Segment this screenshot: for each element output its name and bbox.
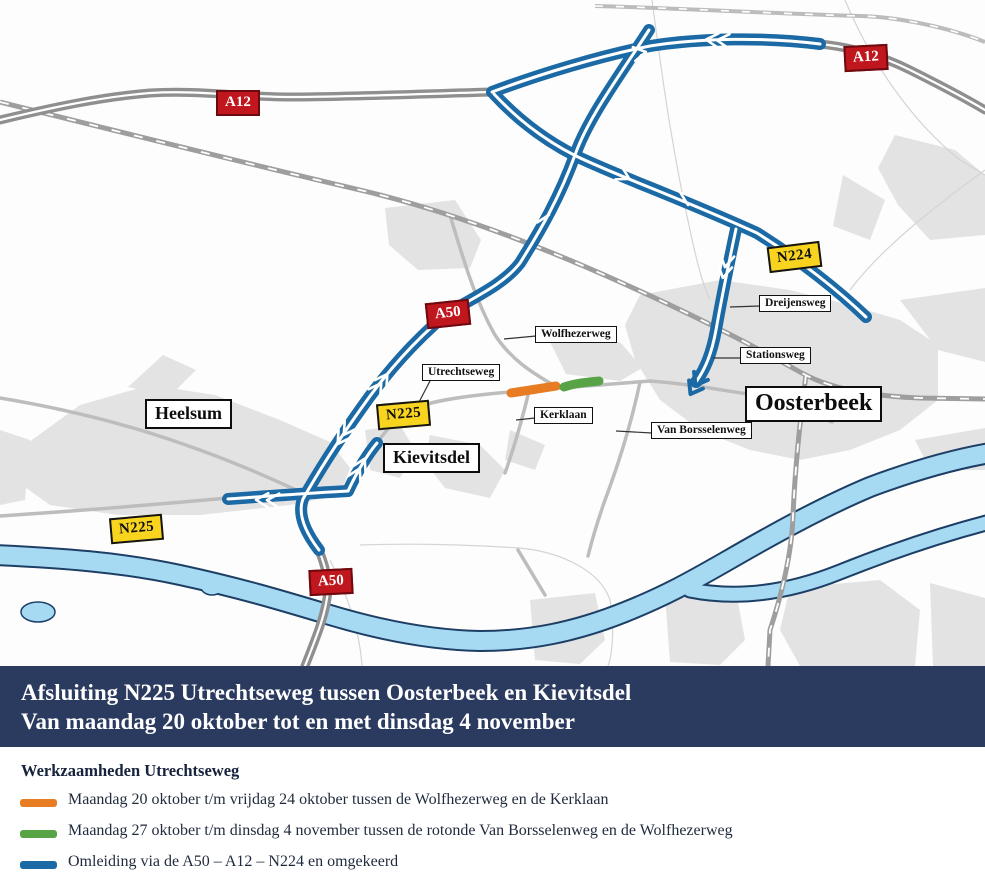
legend-heading: Werkzaamheden Utrechtseweg [21, 761, 240, 780]
work-segment-orange [511, 386, 556, 393]
badge-n225-mid: N225 [376, 400, 431, 431]
town-label-heelsum: Heelsum [145, 399, 232, 429]
town-label-kievitsdel: Kievitsdel [383, 443, 480, 473]
street-label-utrechtseweg: Utrechtseweg [422, 364, 500, 381]
badge-a50-top: A50 [425, 299, 471, 329]
street-label-dreijensweg: Dreijensweg [759, 295, 831, 312]
green-line-swatch [20, 830, 57, 838]
badge-a12-right: A12 [843, 44, 888, 72]
legend-item-label: Maandag 27 oktober t/m dinsdag 4 november tussen de rotonde Van Borsselenweg en de Wolfhezerweg [68, 822, 733, 839]
blue-line-swatch [20, 861, 57, 869]
street-label-kerklaan: Kerklaan [534, 407, 593, 424]
banner-line-2: Van maandag 20 oktober tot en met dinsdag 4 november [21, 709, 575, 734]
legend-item-label: Omleiding via de A50 – A12 – N224 en omgekeerd [68, 853, 399, 870]
legend [0, 747, 985, 891]
orange-line-swatch [20, 799, 57, 807]
badge-a50-bottom: A50 [308, 568, 353, 596]
street-label-van-borsselenweg: Van Borsselenweg [651, 422, 752, 439]
legend-item-label: Maandag 20 oktober t/m vrijdag 24 oktober tussen de Wolfhezerweg en de Kerklaan [68, 791, 609, 808]
title-banner [0, 666, 985, 747]
badge-n224: N224 [767, 241, 823, 273]
banner-line-1: Afsluiting N225 Utrechtseweg tussen Oosterbeek en Kievitsdel [21, 680, 632, 705]
legend-item-green [0, 822, 985, 846]
town-label-oosterbeek: Oosterbeek [745, 386, 882, 422]
badge-a12-left: A12 [216, 90, 260, 116]
street-label-stationsweg: Stationsweg [740, 347, 811, 364]
legend-item-orange [0, 791, 985, 815]
badge-n225-left: N225 [109, 514, 164, 545]
legend-item-blue [0, 853, 985, 877]
street-label-wolfhezerweg: Wolfhezerweg [535, 326, 617, 343]
